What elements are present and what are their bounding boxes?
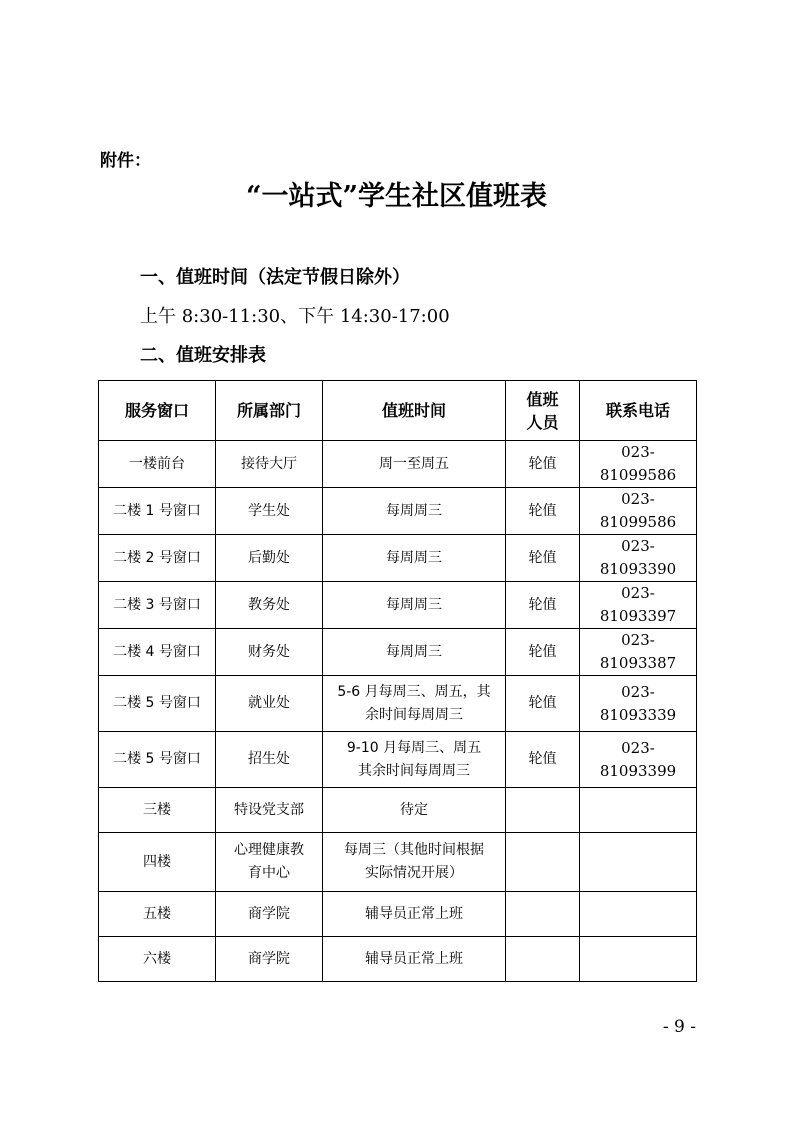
attachment-label: 附件： [100, 151, 151, 171]
cell-staff: 轮值 [506, 676, 580, 732]
cell-time: 每周周三 [323, 488, 506, 535]
cell-phone [580, 937, 697, 982]
cell-staff [506, 937, 580, 982]
cell-dept: 招生处 [216, 732, 323, 788]
document-title: “一站式”学生社区值班表 [245, 181, 548, 212]
cell-staff: 轮值 [506, 441, 580, 488]
cell-staff: 轮值 [506, 629, 580, 676]
cell-staff [506, 833, 580, 892]
cell-window: 六楼 [99, 937, 216, 982]
table-row [99, 488, 697, 535]
header-cell-staff: 值班 人员 [506, 381, 580, 441]
table-row [99, 441, 697, 488]
cell-phone: 023-81093339 [580, 676, 697, 732]
cell-window: 二楼 2 号窗口 [99, 535, 216, 582]
cell-phone [580, 833, 697, 892]
table-header-row [99, 381, 697, 441]
section1-heading: 一、值班时间（法定节假日除外） [140, 267, 410, 288]
cell-window: 一楼前台 [99, 441, 216, 488]
cell-phone: 023-81093399 [580, 732, 697, 788]
cell-dept: 商学院 [216, 892, 323, 937]
cell-time: 每周周三 [323, 629, 506, 676]
cell-dept: 就业处 [216, 676, 323, 732]
cell-window: 二楼 3 号窗口 [99, 582, 216, 629]
duty-schedule-table [98, 380, 697, 982]
cell-dept: 学生处 [216, 488, 323, 535]
cell-window: 二楼 4 号窗口 [99, 629, 216, 676]
cell-staff [506, 892, 580, 937]
table-row [99, 892, 697, 937]
header-cell-window: 服务窗口 [99, 381, 216, 441]
page-number: - 9 - [662, 1017, 696, 1037]
cell-staff: 轮值 [506, 488, 580, 535]
cell-time: 辅导员正常上班 [323, 937, 506, 982]
cell-staff: 轮值 [506, 732, 580, 788]
cell-phone: 023-81099586 [580, 488, 697, 535]
cell-time: 每周周三 [323, 582, 506, 629]
cell-dept: 接待大厅 [216, 441, 323, 488]
cell-window: 三楼 [99, 788, 216, 833]
header-cell-time: 值班时间 [323, 381, 506, 441]
cell-window: 四楼 [99, 833, 216, 892]
cell-time: 9-10 月每周三、周五 其余时间每周周三 [323, 732, 506, 788]
cell-phone [580, 788, 697, 833]
cell-window: 二楼 5 号窗口 [99, 732, 216, 788]
cell-staff: 轮值 [506, 582, 580, 629]
cell-time: 待定 [323, 788, 506, 833]
cell-time: 周一至周五 [323, 441, 506, 488]
cell-phone: 023-81099586 [580, 441, 697, 488]
section2-heading: 二、值班安排表 [140, 345, 266, 366]
cell-time: 每周周三 [323, 535, 506, 582]
cell-time: 5-6 月每周三、周五，其 余时间每周周三 [323, 676, 506, 732]
table-row [99, 582, 697, 629]
cell-staff: 轮值 [506, 535, 580, 582]
header-cell-phone: 联系电话 [580, 381, 697, 441]
cell-dept: 商学院 [216, 937, 323, 982]
cell-window: 二楼 5 号窗口 [99, 676, 216, 732]
table-row [99, 788, 697, 833]
table-row [99, 937, 697, 982]
cell-time: 每周三（其他时间根据 实际情况开展） [323, 833, 506, 892]
cell-dept: 后勤处 [216, 535, 323, 582]
cell-phone: 023-81093397 [580, 582, 697, 629]
cell-phone [580, 892, 697, 937]
table-row [99, 535, 697, 582]
cell-window: 二楼 1 号窗口 [99, 488, 216, 535]
cell-phone: 023-81093390 [580, 535, 697, 582]
cell-staff [506, 788, 580, 833]
table-row [99, 732, 697, 788]
table-row [99, 676, 697, 732]
cell-dept: 心理健康教 育中心 [216, 833, 323, 892]
cell-window: 五楼 [99, 892, 216, 937]
cell-dept: 特设党支部 [216, 788, 323, 833]
table-row [99, 833, 697, 892]
cell-time: 辅导员正常上班 [323, 892, 506, 937]
table-row [99, 629, 697, 676]
cell-dept: 教务处 [216, 582, 323, 629]
cell-dept: 财务处 [216, 629, 323, 676]
duty-hours: 上午 8:30-11:30、下午 14:30-17:00 [140, 306, 450, 327]
header-cell-dept: 所属部门 [216, 381, 323, 441]
cell-phone: 023-81093387 [580, 629, 697, 676]
